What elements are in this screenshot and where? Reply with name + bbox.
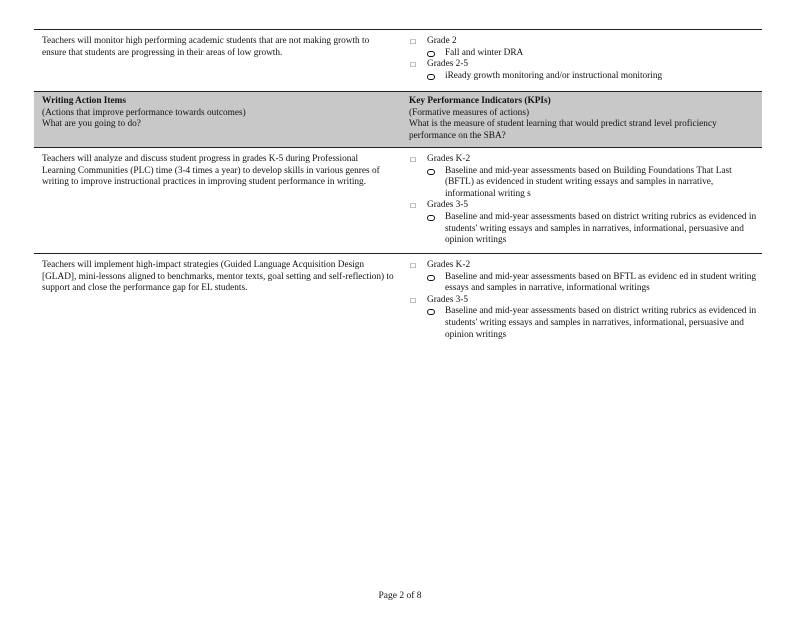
header-right-sub2: What is the measure of student learning that would predict strand level proficiency performance on the SBA? [409,119,717,141]
circle-bullet-icon [427,215,435,221]
page-number: Page 2 of 8 [378,591,422,601]
kpi-item: □ Grades K-2 [410,260,471,270]
header-bottom-rule [34,147,762,148]
kpi-item: □ Grades 3-5 [410,200,469,211]
kpi-subitem: iReady growth monitoring and/or instructional monitoring [409,71,759,83]
bullet-icon: □ [410,37,416,46]
kpi-item: □ Grade 2 [410,36,457,46]
kpi-subitem: Baseline and mid-year assessments based on Building Foundations That Last (BFTL) as evidenced in student writing essays and samples in narrative, informational writing s [409,166,759,201]
header-right-title: Key Performance Indicators (KPIs) [409,96,551,106]
header-right [409,96,759,142]
header-left [42,96,394,131]
bullet-icon: □ [410,261,416,270]
bullet-icon: □ [410,295,416,305]
row1-kpi-list [409,36,759,82]
circle-bullet-icon [427,309,435,315]
row2-kpi-list [409,154,759,247]
row3-action-text: Teachers will implement high-impact strategies (Guided Language Acquisition Design [GLAD], mini-lessons aligned to benchmarks, mentor texts, goal setting and self-reflection) to support and close the performance gap for EL students. [42,260,394,294]
header-left-sub1: (Actions that improve performance towards outcomes) [42,107,246,118]
bullet-icon: □ [410,60,416,70]
kpi-subitem: Baseline and mid-year assessments based on BFTL as evidenc ed in student writing essays and samples in narrative, informational writings [409,272,759,295]
kpi-subitem: Baseline and mid-year assessments based on district writing rubrics as evidenced in students' writing essays and samples in narratives, informational, persuasive and opinion writings [409,212,759,247]
row3-kpi-list [409,260,759,341]
kpi-subitem: Fall and winter DRA [409,48,759,60]
bullet-icon: □ [410,155,416,164]
header-left-sub2: What are you going to do? [42,119,141,130]
row2-action-text: Teachers will analyze and discuss student progress in grades K-5 during Professional Learning Communities (PLC) time (3-4 times a year) to develop skills in various genres of writing to improve instructional practices in improving student performance in writing. [42,154,380,188]
kpi-subitem: Baseline and mid-year assessments based on district writing rubrics as evidenced in students' writing essays and samples in narratives, informational, persuasive and opinion writings [409,306,759,341]
circle-bullet-icon [427,169,435,175]
kpi-item: □ Grades K-2 [410,154,471,164]
top-rule [34,29,762,30]
circle-bullet-icon [427,275,435,281]
row-divider [34,253,762,254]
row1-action-text: Teachers will monitor high performing academic students that are not making growth to ensure that students are progressing in their areas of low growth. [42,36,370,58]
kpi-item: □ Grades 2-5 [410,59,469,70]
header-right-sub1: (Formative measures of actions) [409,107,530,118]
header-left-title: Writing Action Items [42,96,127,106]
bullet-icon: □ [410,201,416,211]
circle-bullet-icon [427,51,435,57]
header-top-rule [34,91,762,92]
circle-bullet-icon [427,74,435,80]
kpi-item: □ Grades 3-5 [410,294,469,305]
